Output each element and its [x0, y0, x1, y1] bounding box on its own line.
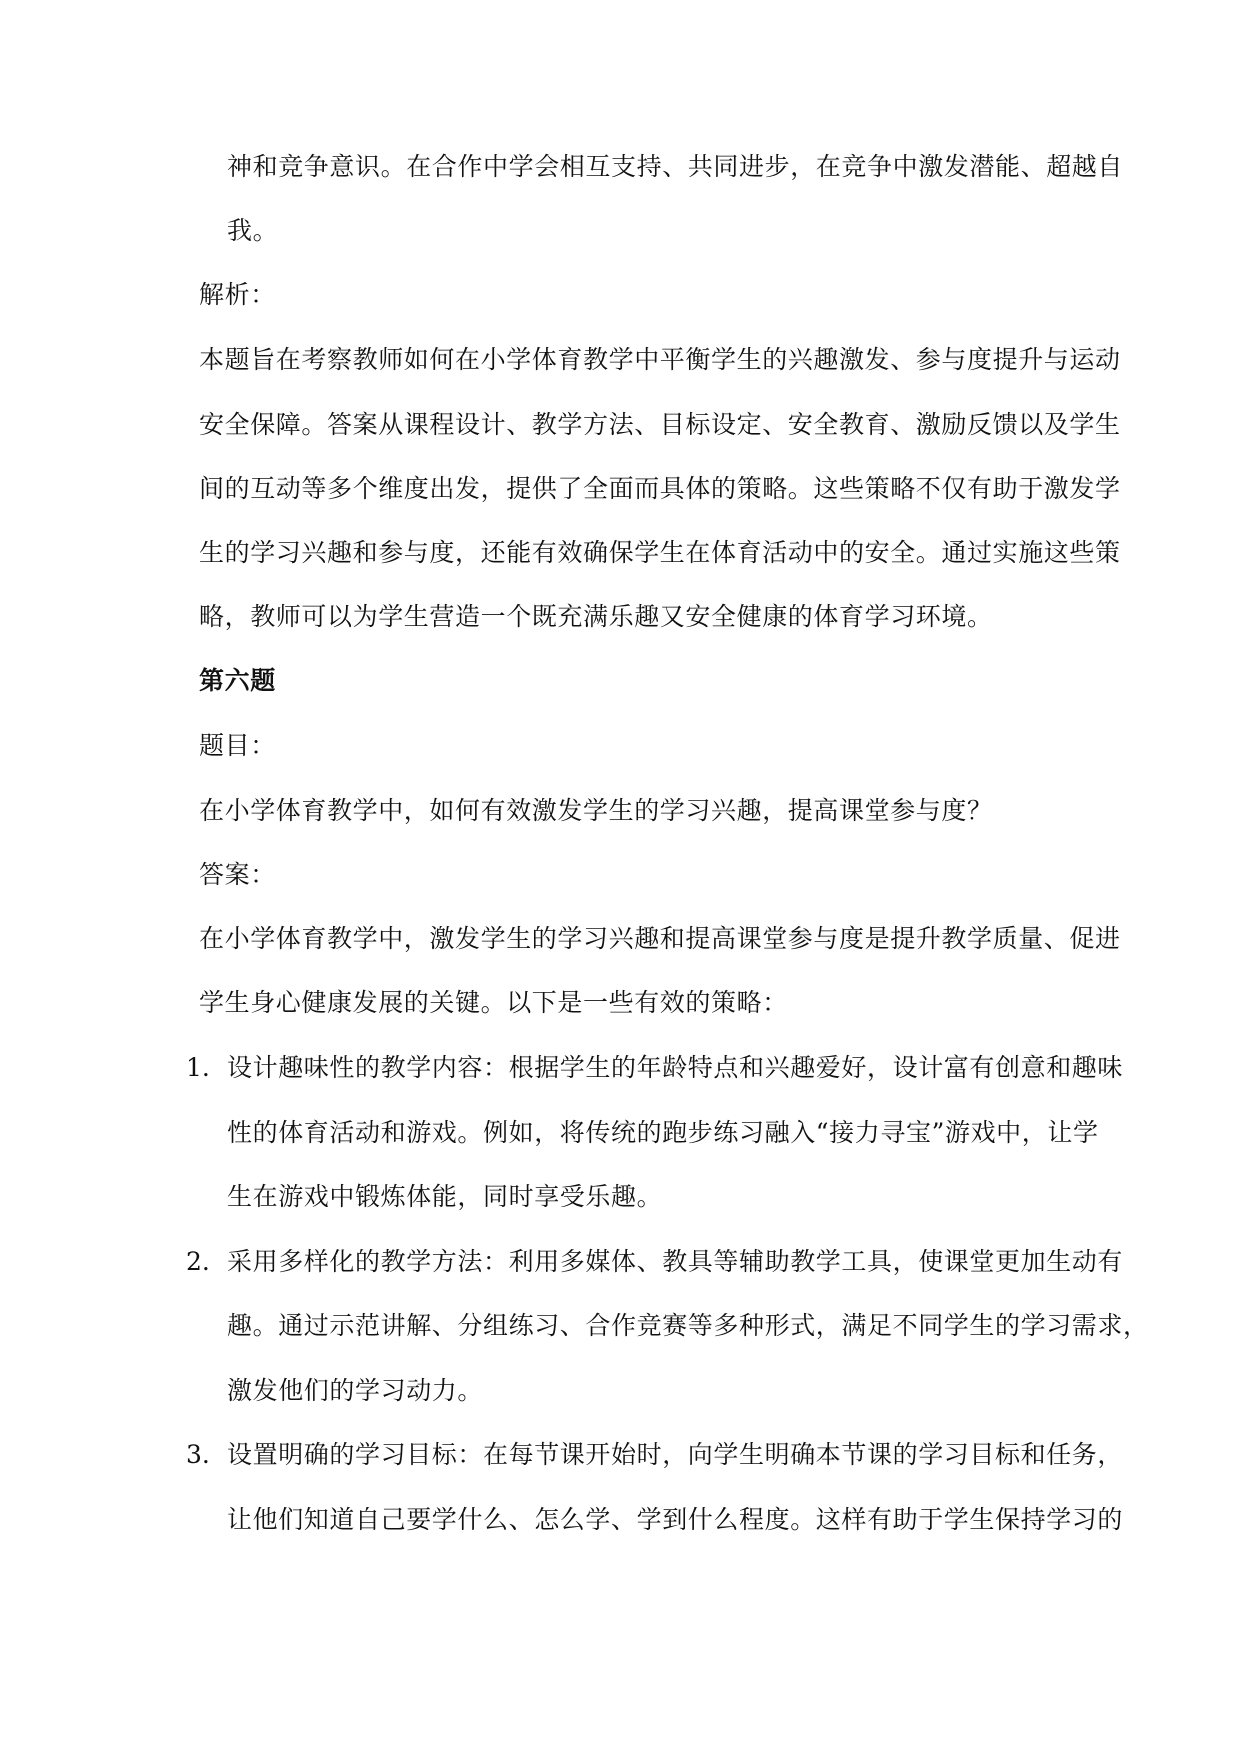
analysis-line-3: 间的互动等多个维度出发，提供了全面而具体的策略。这些策略不仅有助于激发学 — [199, 474, 1121, 503]
list-item-line: 设置明确的学习目标：在每节课开始时，向学生明确本节课的学习目标和任务， — [227, 1440, 1124, 1469]
list-item-line: 让他们知道自己要学什么、怎么学、学到什么程度。这样有助于学生保持学习的 — [227, 1505, 1124, 1534]
list-item-line: 设计趣味性的教学内容：根据学生的年龄特点和兴趣爱好，设计富有创意和趣味 — [227, 1053, 1124, 1082]
list-item-number: 3. — [186, 1440, 210, 1469]
list-item-line: 激发他们的学习动力。 — [227, 1376, 484, 1405]
analysis-line-1: 本题旨在考察教师如何在小学体育教学中平衡学生的兴趣激发、参与度提升与运动 — [199, 345, 1121, 374]
question-label: 题目： — [199, 731, 276, 760]
list-item-line: 生在游戏中锻炼体能，同时享受乐趣。 — [227, 1182, 663, 1211]
list-item-line: 性的体育活动和游戏。例如，将传统的跑步练习融入“接力寻宝”游戏中，让学 — [227, 1118, 1099, 1147]
question-text: 在小学体育教学中，如何有效激发学生的学习兴趣，提高课堂参与度？ — [199, 796, 993, 825]
list-item-line: 采用多样化的教学方法：利用多媒体、教具等辅助教学工具，使课堂更加生动有 — [227, 1247, 1124, 1276]
analysis-label: 解析： — [199, 280, 276, 309]
list-item-line: 趣。通过示范讲解、分组练习、合作竞赛等多种形式，满足不同学生的学习需求， — [227, 1311, 1149, 1340]
section-heading: 第六题 — [199, 666, 276, 695]
continuation-line-1: 神和竞争意识。在合作中学会相互支持、共同进步，在竞争中激发潜能、超越自 — [227, 152, 1124, 181]
analysis-line-2: 安全保障。答案从课程设计、教学方法、目标设定、安全教育、激励反馈以及学生 — [199, 410, 1121, 439]
list-item-number: 1. — [186, 1053, 210, 1082]
continuation-line-2: 我。 — [227, 216, 279, 245]
analysis-line-5: 略，教师可以为学生营造一个既充满乐趣又安全健康的体育学习环境。 — [199, 602, 993, 631]
answer-label: 答案： — [199, 860, 276, 889]
answer-intro-line-1: 在小学体育教学中，激发学生的学习兴趣和提高课堂参与度是提升教学质量、促进 — [199, 924, 1121, 953]
analysis-line-4: 生的学习兴趣和参与度，还能有效确保学生在体育活动中的安全。通过实施这些策 — [199, 538, 1121, 567]
list-item-number: 2. — [186, 1247, 210, 1276]
answer-intro-line-2: 学生身心健康发展的关键。以下是一些有效的策略： — [199, 988, 788, 1017]
